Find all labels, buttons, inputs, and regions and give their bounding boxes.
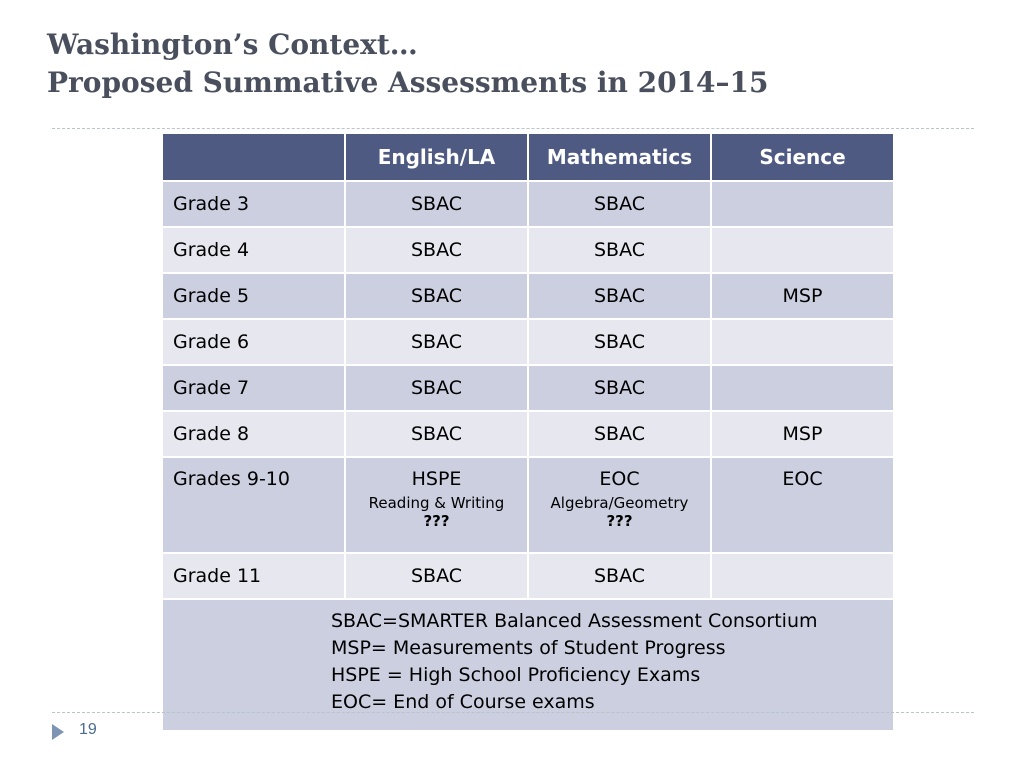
grade-cell: Grade 4 [162,227,345,273]
grade-cell: Grade 5 [162,273,345,319]
table-row [162,227,894,273]
science-cell [711,181,894,227]
ela-main: HSPE [411,468,462,490]
science-cell [711,365,894,411]
science-cell: MSP [711,273,894,319]
legend-eoc: EOC= End of Course exams [331,691,595,713]
header-english-la: English/LA [345,133,528,181]
math-cell: SBAC [528,273,711,319]
grade-cell: Grade 3 [162,181,345,227]
bottom-divider [52,712,974,713]
header-row [162,133,894,181]
ela-cell: SBAC [345,553,528,599]
legend-sbac: SBAC=SMARTER Balanced Assessment Consortium [331,610,818,632]
header-science: Science [711,133,894,181]
ela-cell: SBAC [345,411,528,457]
science-cell [711,319,894,365]
grade-cell: Grade 8 [162,411,345,457]
math-cell: SBAC [528,411,711,457]
top-divider [52,128,974,129]
math-cell: SBAC [528,553,711,599]
table-row [162,365,894,411]
math-main: EOC [599,468,640,490]
ela-sub: Reading & Writing [368,494,505,512]
grade-cell: Grades 9-10 [162,457,345,553]
table-row [162,181,894,227]
title-line-1: Washington’s Context… [47,28,418,61]
math-cell: SBAC [528,227,711,273]
grade-cell: Grade 11 [162,553,345,599]
header-mathematics: Mathematics [528,133,711,181]
table-row [162,319,894,365]
science-cell: EOC [711,457,894,553]
table-row [162,457,894,553]
header-blank [162,133,345,181]
slide-title [47,26,769,102]
ela-question: ??? [423,512,450,530]
table-row [162,411,894,457]
math-cell: SBAC [528,319,711,365]
math-question: ??? [606,512,633,530]
ela-cell: SBAC [345,273,528,319]
science-cell [711,227,894,273]
grade-cell: Grade 6 [162,319,345,365]
ela-cell: SBAC [345,319,528,365]
science-cell [711,553,894,599]
ela-cell: SBAC [345,365,528,411]
assessment-table [161,132,895,732]
table-row [162,273,894,319]
legend-hspe: HSPE = High School Proficiency Exams [331,664,701,686]
ela-cell: SBAC [345,227,528,273]
page-number: 19 [79,721,97,738]
math-sub: Algebra/Geometry [550,494,689,512]
science-cell: MSP [711,411,894,457]
ela-cell [345,457,528,553]
math-cell: SBAC [528,365,711,411]
math-cell: SBAC [528,181,711,227]
grade-cell: Grade 7 [162,365,345,411]
title-line-2: Proposed Summative Assessments in 2014–15 [47,66,769,99]
table-row [162,553,894,599]
triangle-bullet-icon [52,724,64,740]
ela-cell: SBAC [345,181,528,227]
legend-msp: MSP= Measurements of Student Progress [331,637,726,659]
math-cell [528,457,711,553]
